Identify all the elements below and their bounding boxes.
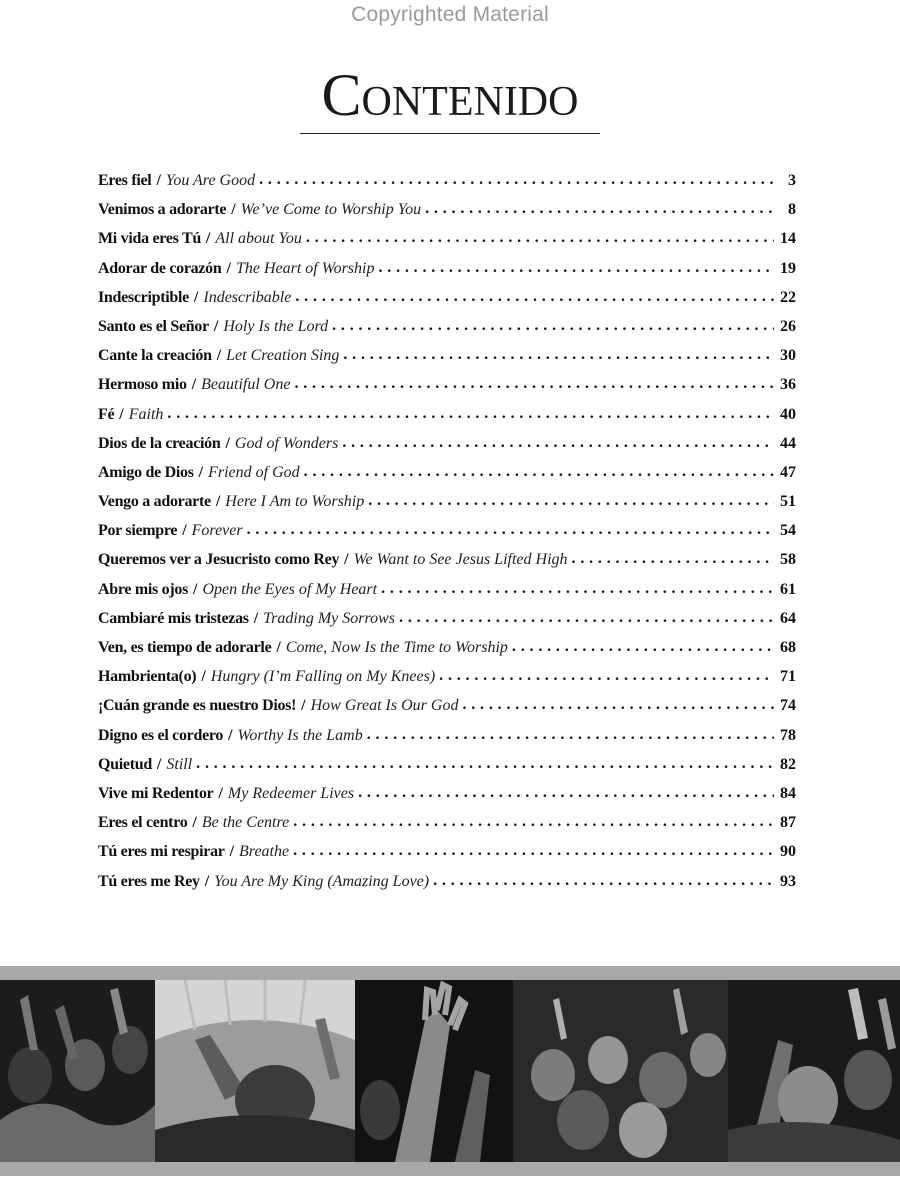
title-separator: /	[253, 609, 259, 627]
english-title: Forever	[191, 522, 243, 540]
title-separator: /	[228, 726, 233, 744]
page-number: 78	[780, 726, 796, 744]
spanish-title: Por siempre	[98, 522, 178, 540]
spanish-title: Eres el centro	[98, 814, 188, 832]
spanish-title: Cante la creación	[98, 347, 212, 365]
page-number: 74	[780, 697, 796, 715]
dot-leader	[247, 522, 774, 539]
title-separator: /	[201, 668, 206, 686]
bottom-gray-band	[0, 1162, 900, 1176]
spanish-title: Queremos ver a Jesucristo como Rey	[98, 551, 340, 569]
toc-entry	[98, 318, 796, 347]
toc-entry	[98, 260, 796, 289]
page-number: 87	[780, 814, 796, 832]
spanish-title: Tú eres mi respirar	[98, 843, 225, 861]
spanish-title: Fé	[98, 405, 115, 423]
spanish-title: Indescriptible	[98, 288, 189, 306]
dot-leader	[196, 756, 774, 773]
dot-leader	[381, 581, 774, 598]
toc-entry	[98, 873, 796, 902]
dot-leader	[368, 493, 774, 510]
dot-leader	[342, 435, 774, 452]
dot-leader	[378, 260, 774, 277]
english-title: We Want to See Jesus Lifted High	[353, 551, 568, 569]
title-separator: /	[156, 172, 161, 189]
page-number: 61	[780, 580, 796, 598]
title-separator: /	[193, 288, 199, 306]
title-separator: /	[119, 405, 124, 423]
toc-entry	[98, 406, 796, 435]
toc-entry	[98, 201, 796, 230]
title-separator: /	[215, 493, 221, 511]
dot-leader	[367, 727, 774, 744]
english-title: Still	[166, 755, 193, 773]
title-underline	[300, 133, 600, 134]
title-separator: /	[218, 784, 223, 802]
spanish-title: Hambrienta(o)	[98, 668, 197, 686]
toc-entry	[98, 289, 796, 318]
title-separator: /	[276, 639, 281, 656]
toc-entry	[98, 172, 796, 201]
english-title: You Are Good	[165, 172, 256, 189]
spanish-title: Adorar de corazón	[98, 259, 222, 277]
toc-entry	[98, 551, 796, 580]
toc-entry	[98, 347, 796, 376]
page-number: 71	[780, 668, 796, 686]
english-title: We’ve Come to Worship You	[240, 201, 422, 219]
english-title: All about You	[215, 230, 302, 248]
page-number: 68	[780, 639, 796, 656]
toc-entry	[98, 756, 796, 785]
page-number: 47	[780, 463, 796, 481]
page-number: 14	[780, 230, 796, 248]
english-title: Hungry (I’m Falling on My Knees)	[210, 668, 436, 686]
title-separator: /	[205, 230, 211, 248]
dot-leader	[304, 464, 774, 481]
toc-entry	[98, 522, 796, 551]
page-number: 90	[780, 843, 796, 861]
dot-leader	[462, 697, 774, 714]
spanish-title: Cambiaré mis tristezas	[98, 609, 249, 627]
photo-hands-close-up	[355, 980, 513, 1162]
spanish-title: ¡Cuán grande es nuestro Dios!	[98, 697, 297, 715]
english-title: Open the Eyes of My Heart	[202, 580, 378, 598]
page-number: 19	[780, 259, 796, 277]
toc-entry	[98, 435, 796, 464]
title-separator: /	[192, 814, 197, 832]
english-title: Here I Am to Worship	[225, 493, 365, 511]
page-number: 36	[780, 376, 796, 394]
english-title: Holy Is the Lord	[223, 317, 329, 335]
dot-leader	[295, 289, 774, 306]
spanish-title: Dios de la creación	[98, 434, 221, 452]
page-number: 51	[780, 493, 796, 511]
toc-entry	[98, 727, 796, 756]
dot-leader	[433, 873, 774, 890]
copyright-watermark: Copyrighted Material	[351, 3, 549, 26]
dot-leader	[259, 172, 774, 189]
photo-worshippers-left	[0, 980, 155, 1162]
dot-leader	[439, 668, 774, 685]
page-number: 93	[780, 872, 796, 890]
page-number: 30	[780, 347, 796, 365]
page-number: 40	[780, 405, 796, 423]
spanish-title: Eres fiel	[98, 172, 152, 189]
dot-leader	[425, 201, 774, 218]
english-title: Friend of God	[208, 463, 300, 481]
toc-entry	[98, 493, 796, 522]
english-title: My Redeemer Lives	[227, 784, 355, 802]
page-number: 22	[780, 288, 796, 306]
page-number: 64	[780, 609, 796, 627]
spanish-title: Amigo de Dios	[98, 463, 194, 481]
photo-raised-hands-dome	[155, 980, 355, 1162]
toc-entry	[98, 376, 796, 405]
toc-entry	[98, 464, 796, 493]
title-separator: /	[204, 872, 210, 890]
title-separator: /	[229, 843, 235, 861]
title-separator: /	[231, 201, 236, 219]
title-separator: /	[225, 434, 230, 452]
dot-leader	[293, 843, 774, 860]
title-separator: /	[182, 522, 187, 540]
english-title: God of Wonders	[234, 434, 339, 452]
toc-entry	[98, 814, 796, 843]
photo-crowd	[513, 980, 728, 1162]
title-separator: /	[191, 376, 197, 394]
toc-entry	[98, 610, 796, 639]
toc-entry	[98, 785, 796, 814]
toc-entry	[98, 668, 796, 697]
spanish-title: Mi vida eres Tú	[98, 230, 201, 248]
spanish-title: Digno es el cordero	[98, 726, 224, 744]
dot-leader	[358, 785, 774, 802]
spanish-title: Santo es el Señor	[98, 317, 209, 335]
english-title: Worthy Is the Lamb	[237, 726, 363, 744]
english-title: The Heart of Worship	[235, 259, 375, 277]
table-of-contents	[98, 172, 796, 902]
spanish-title: Vengo a adorarte	[98, 493, 211, 511]
page-number: 58	[780, 551, 796, 569]
spanish-title: Vive mi Redentor	[98, 784, 214, 802]
title-separator: /	[344, 551, 349, 569]
english-title: Come, Now Is the Time to Worship	[285, 639, 508, 656]
top-gray-band	[0, 966, 900, 980]
dot-leader	[332, 318, 774, 335]
spanish-title: Hermoso mio	[98, 376, 187, 394]
dot-leader	[512, 639, 774, 656]
dot-leader	[572, 551, 774, 568]
toc-entry	[98, 697, 796, 726]
title-separator: /	[156, 755, 162, 773]
page-number: 8	[788, 201, 796, 219]
title-separator: /	[226, 259, 231, 277]
english-title: You Are My King (Amazing Love)	[214, 872, 430, 890]
dot-leader	[343, 347, 774, 364]
title-separator: /	[216, 347, 222, 365]
english-title: Breathe	[239, 843, 290, 861]
english-title: Faith	[128, 405, 164, 423]
english-title: Be the Centre	[201, 814, 290, 832]
dot-leader	[294, 376, 774, 393]
spanish-title: Abre mis ojos	[98, 580, 189, 598]
page-number: 26	[780, 317, 796, 335]
english-title: How Great Is Our God	[310, 697, 459, 715]
page-number: 82	[780, 755, 796, 773]
toc-entry	[98, 230, 796, 259]
dot-leader	[306, 230, 774, 247]
toc-entry	[98, 639, 796, 668]
english-title: Let Creation Sing	[226, 347, 340, 365]
toc-entry	[98, 843, 796, 872]
spanish-title: Quietud	[98, 755, 152, 773]
dot-leader	[293, 814, 774, 831]
title-separator: /	[213, 317, 219, 335]
title-separator: /	[198, 463, 204, 481]
spanish-title: Venimos a adorarte	[98, 201, 227, 219]
page-title: Contenido	[321, 62, 579, 128]
title-separator: /	[301, 697, 306, 715]
english-title: Beautiful One	[201, 376, 291, 394]
english-title: Trading My Sorrows	[263, 609, 396, 627]
page-number: 3	[788, 172, 796, 189]
worship-photo-strip	[0, 980, 900, 1162]
spanish-title: Tú eres me Rey	[98, 872, 200, 890]
page-number: 84	[780, 784, 796, 802]
dot-leader	[167, 406, 774, 423]
page-number: 44	[780, 434, 796, 452]
title-separator: /	[193, 580, 198, 598]
toc-entry	[98, 581, 796, 610]
page-number: 54	[780, 522, 796, 540]
photo-worshippers-right	[728, 980, 900, 1162]
spanish-title: Ven, es tiempo de adorarle	[98, 639, 272, 656]
english-title: Indescribable	[203, 288, 292, 306]
dot-leader	[399, 610, 774, 627]
